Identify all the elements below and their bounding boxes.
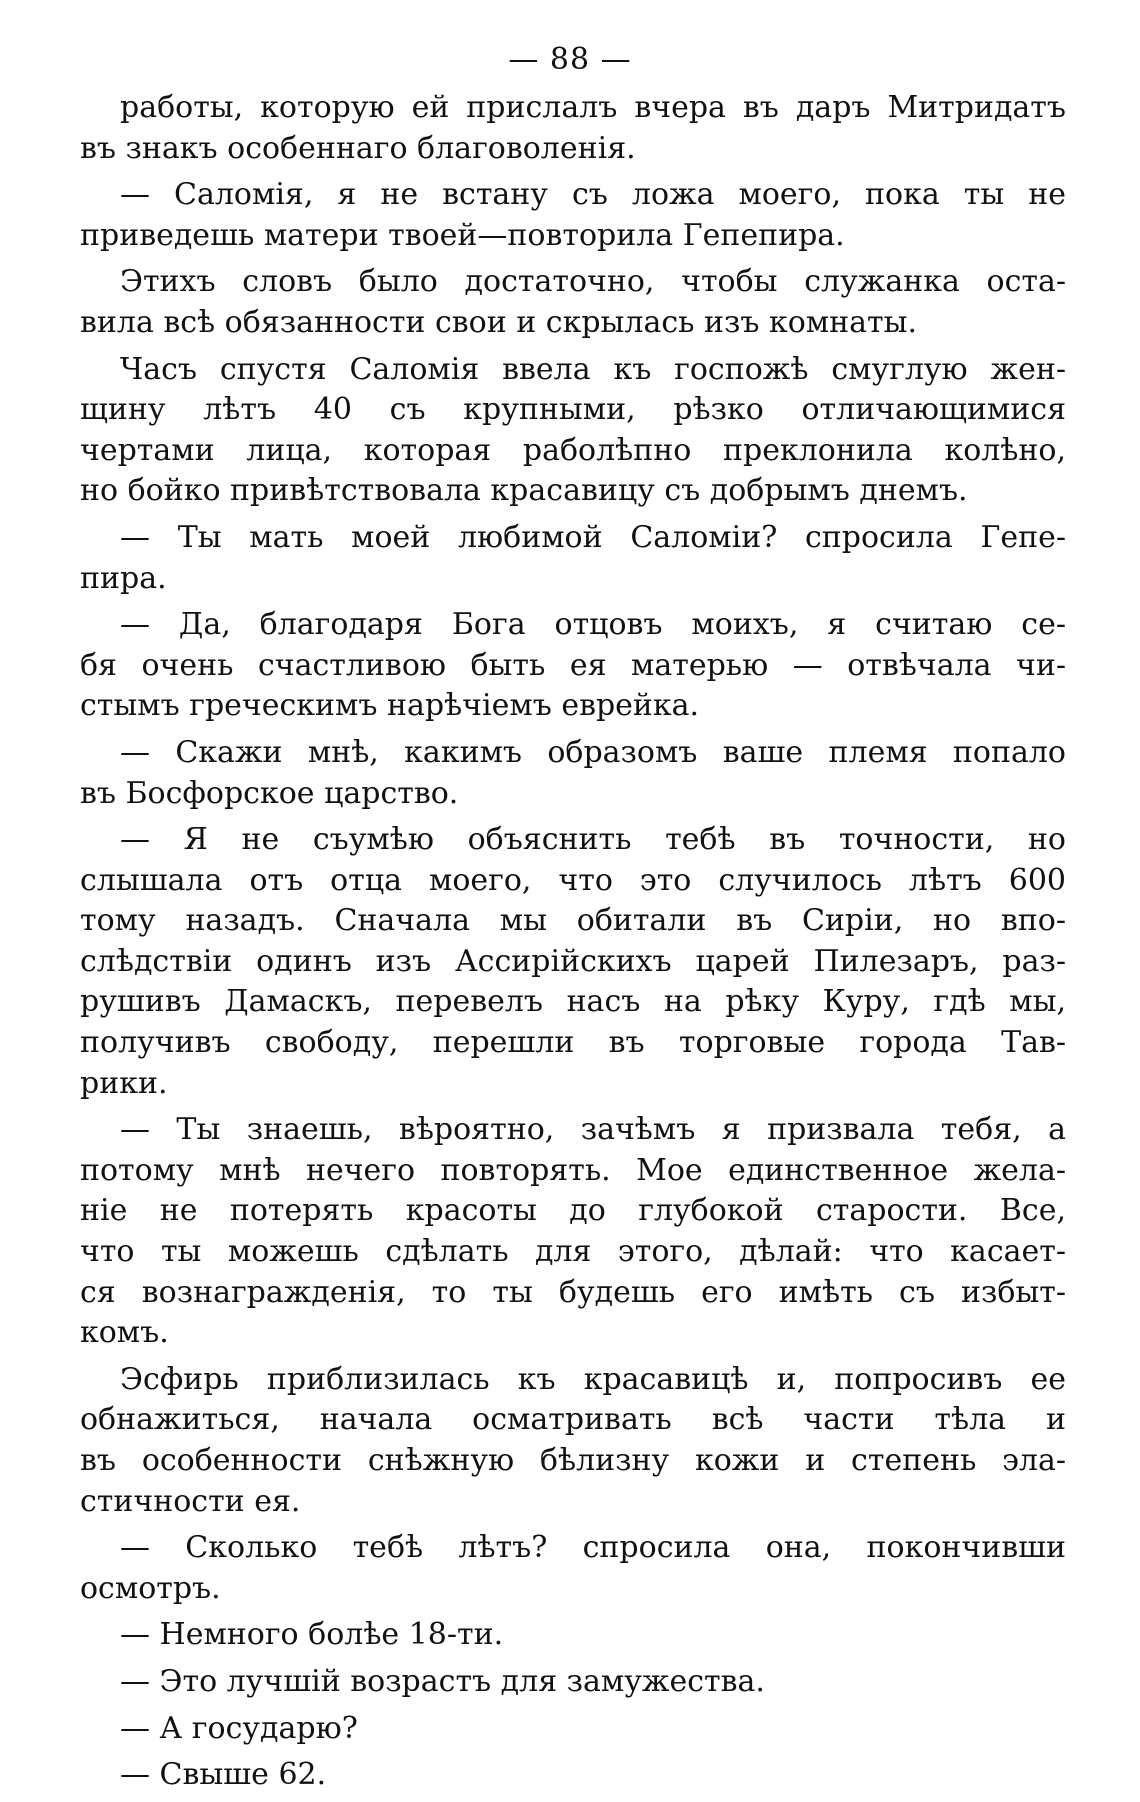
paragraph [80, 1709, 1066, 1750]
text-line: обнажиться, начала осматривать всѣ части тѣла и [80, 1402, 1066, 1438]
text-line: — А государю? [120, 1710, 358, 1746]
text-line: — Ты мать моей любимой Саломіи? спросила Гепе- [120, 519, 1066, 555]
text-line: — Саломія, я не встану съ ложа моего, пока ты не [120, 177, 1066, 213]
text-line: потому мнѣ нечего повторять. Мое единственное жела- [80, 1152, 1066, 1188]
paragraph [80, 605, 1066, 727]
text-line: вила всѣ обязанности свои и скрылась изъ комнаты. [80, 304, 918, 340]
text-line: Эсфирь приблизилась къ красавицѣ и, попросивъ ее [120, 1361, 1066, 1397]
paragraph [80, 1662, 1066, 1703]
text-line: слышала отъ отца моего, что это случилось лѣтъ 600 [80, 862, 1066, 898]
text-body [80, 88, 1066, 1802]
text-line: работы, которую ей прислалъ вчера въ даръ Митридатъ [120, 90, 1066, 125]
paragraph [80, 1755, 1066, 1796]
paragraph [80, 518, 1066, 599]
text-line: что ты можешь сдѣлать для этого, дѣлай: что касает- [80, 1234, 1066, 1270]
page-number: — 88 — [508, 42, 632, 77]
paragraph [80, 350, 1066, 512]
text-line: — Ты знаешь, вѣроятно, зачѣмъ я призвала тебя, а [120, 1112, 1066, 1148]
text-line: рики. [80, 1065, 168, 1101]
text-line: чертами лица, которая раболѣпно преклонила колѣно, [80, 432, 1066, 468]
text-line: въ Босфорское царство. [80, 775, 459, 811]
text-line: Часъ спустя Саломія ввела къ госпожѣ смуглую жен- [120, 351, 1066, 387]
text-line: получивъ свободу, перешли въ торговые города Тав- [80, 1025, 1066, 1061]
text-line: — Это лучшій возрастъ для замужества. [120, 1663, 765, 1699]
text-line: но бойко привѣтствовала красавицу съ добрымъ днемъ. [80, 473, 968, 509]
text-line: слѣдствіи одинъ изъ Ассирійскихъ царей Пилезаръ, раз- [80, 943, 1066, 979]
paragraph [80, 1528, 1066, 1609]
paragraph [80, 175, 1066, 256]
text-line: — Скажи мнѣ, какимъ образомъ ваше племя попало [120, 734, 1066, 770]
text-line: бя очень счастливою быть ея матерью — отвѣчала чи- [80, 647, 1066, 683]
text-line: щину лѣтъ 40 съ крупными, рѣзко отличающимися [80, 392, 1066, 428]
paragraph [80, 1360, 1066, 1522]
paragraph [80, 733, 1066, 814]
text-line: въ особенности снѣжную бѣлизну кожи и степень эла- [80, 1443, 1066, 1478]
text-line: пира. [80, 560, 167, 596]
text-line: осмотръ. [80, 1570, 221, 1606]
paragraph [80, 262, 1066, 343]
text-line: — Я не съумѣю объяснить тебѣ въ точности, но [120, 822, 1066, 858]
paragraph [80, 820, 1066, 1104]
text-line: ніе не потерять красоты до глубокой старости. Все, [80, 1193, 1066, 1229]
text-line: стымъ греческимъ нарѣчіемъ еврейка. [80, 688, 700, 724]
text-line: комъ. [80, 1315, 169, 1351]
paragraph [80, 1110, 1066, 1354]
text-line: тому назадъ. Сначала мы обитали въ Сиріи, но впо- [80, 903, 1066, 939]
text-line: — Немного болѣе 18-ти. [120, 1617, 504, 1653]
text-line: стичности ея. [80, 1483, 301, 1519]
text-line: въ знакъ особеннаго благоволенія. [80, 130, 636, 166]
paragraph [80, 1615, 1066, 1656]
text-line: рушивъ Дамаскъ, перевелъ насъ на рѣку Куру, гдѣ мы, [80, 984, 1066, 1020]
text-line: ся вознагражденія, то ты будешь его имѣть съ избыт- [80, 1274, 1066, 1310]
text-line: — Сколько тебѣ лѣтъ? спросила она, покончивши [120, 1530, 1066, 1566]
paragraph [80, 88, 1066, 169]
text-line: приведешь матери твоей—повторила Гепепира. [80, 217, 845, 253]
text-line: — Да, благодаря Бога отцовъ моихъ, я считаю се- [120, 607, 1066, 643]
text-line: Этихъ словъ было достаточно, чтобы служанка оста- [120, 264, 1066, 300]
text-line: — Свыше 62. [120, 1757, 327, 1793]
